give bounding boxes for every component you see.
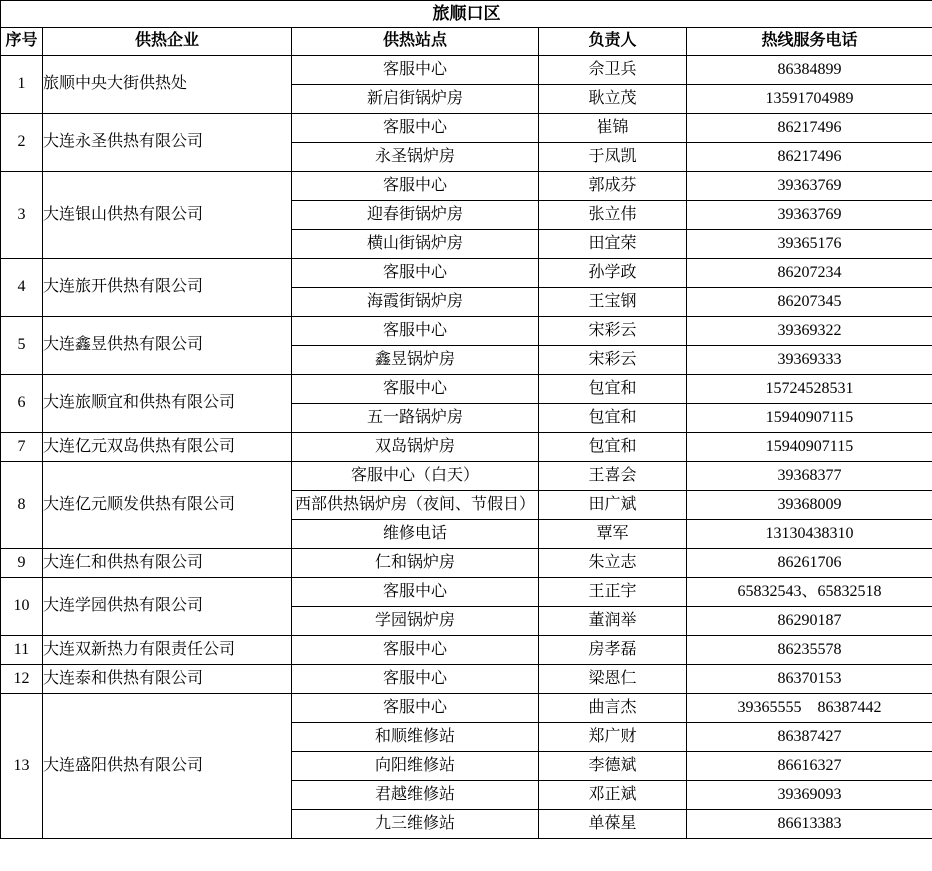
table-row xyxy=(1,433,932,462)
station-cell: 和顺维修站 xyxy=(292,723,539,752)
station-cell: 西部供热锅炉房（夜间、节假日） xyxy=(292,491,539,520)
phone-cell: 86217496 xyxy=(687,143,932,172)
phone-cell: 86290187 xyxy=(687,607,932,636)
station-cell: 双岛锅炉房 xyxy=(292,433,539,462)
station-cell: 客服中心 xyxy=(292,114,539,143)
station-cell: 客服中心 xyxy=(292,375,539,404)
station-cell: 迎春街锅炉房 xyxy=(292,201,539,230)
person-cell: 于凤凯 xyxy=(539,143,687,172)
row-number: 5 xyxy=(1,317,43,375)
company-name: 大连盛阳供热有限公司 xyxy=(43,694,292,839)
row-number: 1 xyxy=(1,56,43,114)
station-cell: 客服中心 xyxy=(292,172,539,201)
table-title: 旅顺口区 xyxy=(1,1,932,28)
row-number: 13 xyxy=(1,694,43,839)
phone-cell: 15724528531 xyxy=(687,375,932,404)
person-cell: 郑广财 xyxy=(539,723,687,752)
station-cell: 客服中心 xyxy=(292,259,539,288)
station-cell: 向阳维修站 xyxy=(292,752,539,781)
person-cell: 张立伟 xyxy=(539,201,687,230)
person-cell: 覃军 xyxy=(539,520,687,549)
person-cell: 房孝磊 xyxy=(539,636,687,665)
station-cell: 五一路锅炉房 xyxy=(292,404,539,433)
person-cell: 曲言杰 xyxy=(539,694,687,723)
person-cell: 佘卫兵 xyxy=(539,56,687,85)
person-cell: 单葆星 xyxy=(539,810,687,839)
company-name: 大连仁和供热有限公司 xyxy=(43,549,292,578)
phone-cell: 39365176 xyxy=(687,230,932,259)
person-cell: 王正宇 xyxy=(539,578,687,607)
phone-cell: 39368009 xyxy=(687,491,932,520)
table-header-row xyxy=(1,28,932,56)
person-cell: 郭成芬 xyxy=(539,172,687,201)
phone-cell: 86261706 xyxy=(687,549,932,578)
header-person: 负责人 xyxy=(539,28,687,56)
row-number: 12 xyxy=(1,665,43,694)
station-cell: 海霞街锅炉房 xyxy=(292,288,539,317)
station-cell: 维修电话 xyxy=(292,520,539,549)
person-cell: 朱立志 xyxy=(539,549,687,578)
row-number: 11 xyxy=(1,636,43,665)
row-number: 2 xyxy=(1,114,43,172)
header-number: 序号 xyxy=(1,28,43,56)
person-cell: 田广斌 xyxy=(539,491,687,520)
phone-cell: 39369333 xyxy=(687,346,932,375)
person-cell: 崔锦 xyxy=(539,114,687,143)
company-name: 大连泰和供热有限公司 xyxy=(43,665,292,694)
row-number: 10 xyxy=(1,578,43,636)
station-cell: 客服中心 xyxy=(292,694,539,723)
station-cell: 君越维修站 xyxy=(292,781,539,810)
phone-cell: 39365555 86387442 xyxy=(687,694,932,723)
phone-cell: 86207345 xyxy=(687,288,932,317)
row-number: 3 xyxy=(1,172,43,259)
phone-cell: 86207234 xyxy=(687,259,932,288)
station-cell: 客服中心 xyxy=(292,317,539,346)
person-cell: 王宝钢 xyxy=(539,288,687,317)
phone-cell: 39368377 xyxy=(687,462,932,491)
station-cell: 鑫昱锅炉房 xyxy=(292,346,539,375)
person-cell: 包宜和 xyxy=(539,433,687,462)
station-cell: 客服中心 xyxy=(292,665,539,694)
person-cell: 宋彩云 xyxy=(539,346,687,375)
company-name: 大连双新热力有限责任公司 xyxy=(43,636,292,665)
station-cell: 九三维修站 xyxy=(292,810,539,839)
station-cell: 学园锅炉房 xyxy=(292,607,539,636)
person-cell: 董润举 xyxy=(539,607,687,636)
table-title-row xyxy=(1,1,932,28)
phone-cell: 39369322 xyxy=(687,317,932,346)
table-row xyxy=(1,636,932,665)
table-body xyxy=(1,56,932,839)
station-cell: 客服中心（白天） xyxy=(292,462,539,491)
phone-cell: 86370153 xyxy=(687,665,932,694)
header-phone: 热线服务电话 xyxy=(687,28,932,56)
company-name: 大连亿元双岛供热有限公司 xyxy=(43,433,292,462)
phone-cell: 86616327 xyxy=(687,752,932,781)
person-cell: 孙学政 xyxy=(539,259,687,288)
table-row xyxy=(1,259,932,288)
person-cell: 梁恩仁 xyxy=(539,665,687,694)
phone-cell: 13130438310 xyxy=(687,520,932,549)
person-cell: 宋彩云 xyxy=(539,317,687,346)
row-number: 8 xyxy=(1,462,43,549)
table-row xyxy=(1,549,932,578)
phone-cell: 15940907115 xyxy=(687,433,932,462)
person-cell: 王喜会 xyxy=(539,462,687,491)
person-cell: 李德斌 xyxy=(539,752,687,781)
person-cell: 包宜和 xyxy=(539,404,687,433)
table-row xyxy=(1,462,932,491)
station-cell: 永圣锅炉房 xyxy=(292,143,539,172)
row-number: 9 xyxy=(1,549,43,578)
phone-cell: 39369093 xyxy=(687,781,932,810)
person-cell: 耿立茂 xyxy=(539,85,687,114)
header-station: 供热站点 xyxy=(292,28,539,56)
station-cell: 客服中心 xyxy=(292,56,539,85)
person-cell: 邓正斌 xyxy=(539,781,687,810)
phone-cell: 86613383 xyxy=(687,810,932,839)
table-row xyxy=(1,172,932,201)
company-name: 大连鑫昱供热有限公司 xyxy=(43,317,292,375)
company-name: 大连旅顺宜和供热有限公司 xyxy=(43,375,292,433)
company-name: 大连银山供热有限公司 xyxy=(43,172,292,259)
phone-cell: 65832543、65832518 xyxy=(687,578,932,607)
station-cell: 横山街锅炉房 xyxy=(292,230,539,259)
company-name: 大连亿元顺发供热有限公司 xyxy=(43,462,292,549)
table-row xyxy=(1,665,932,694)
row-number: 4 xyxy=(1,259,43,317)
phone-cell: 86384899 xyxy=(687,56,932,85)
table-row xyxy=(1,56,932,85)
table-row xyxy=(1,694,932,723)
table-row xyxy=(1,578,932,607)
phone-cell: 13591704989 xyxy=(687,85,932,114)
station-cell: 客服中心 xyxy=(292,636,539,665)
row-number: 6 xyxy=(1,375,43,433)
header-company: 供热企业 xyxy=(43,28,292,56)
station-cell: 新启街锅炉房 xyxy=(292,85,539,114)
company-name: 大连学园供热有限公司 xyxy=(43,578,292,636)
phone-cell: 86217496 xyxy=(687,114,932,143)
station-cell: 客服中心 xyxy=(292,578,539,607)
table-row xyxy=(1,317,932,346)
station-cell: 仁和锅炉房 xyxy=(292,549,539,578)
table-row xyxy=(1,114,932,143)
company-name: 大连旅开供热有限公司 xyxy=(43,259,292,317)
phone-cell: 15940907115 xyxy=(687,404,932,433)
person-cell: 包宜和 xyxy=(539,375,687,404)
company-name: 大连永圣供热有限公司 xyxy=(43,114,292,172)
table-row xyxy=(1,375,932,404)
person-cell: 田宜荣 xyxy=(539,230,687,259)
phone-cell: 39363769 xyxy=(687,201,932,230)
company-name: 旅顺中央大街供热处 xyxy=(43,56,292,114)
row-number: 7 xyxy=(1,433,43,462)
phone-cell: 39363769 xyxy=(687,172,932,201)
phone-cell: 86387427 xyxy=(687,723,932,752)
phone-cell: 86235578 xyxy=(687,636,932,665)
